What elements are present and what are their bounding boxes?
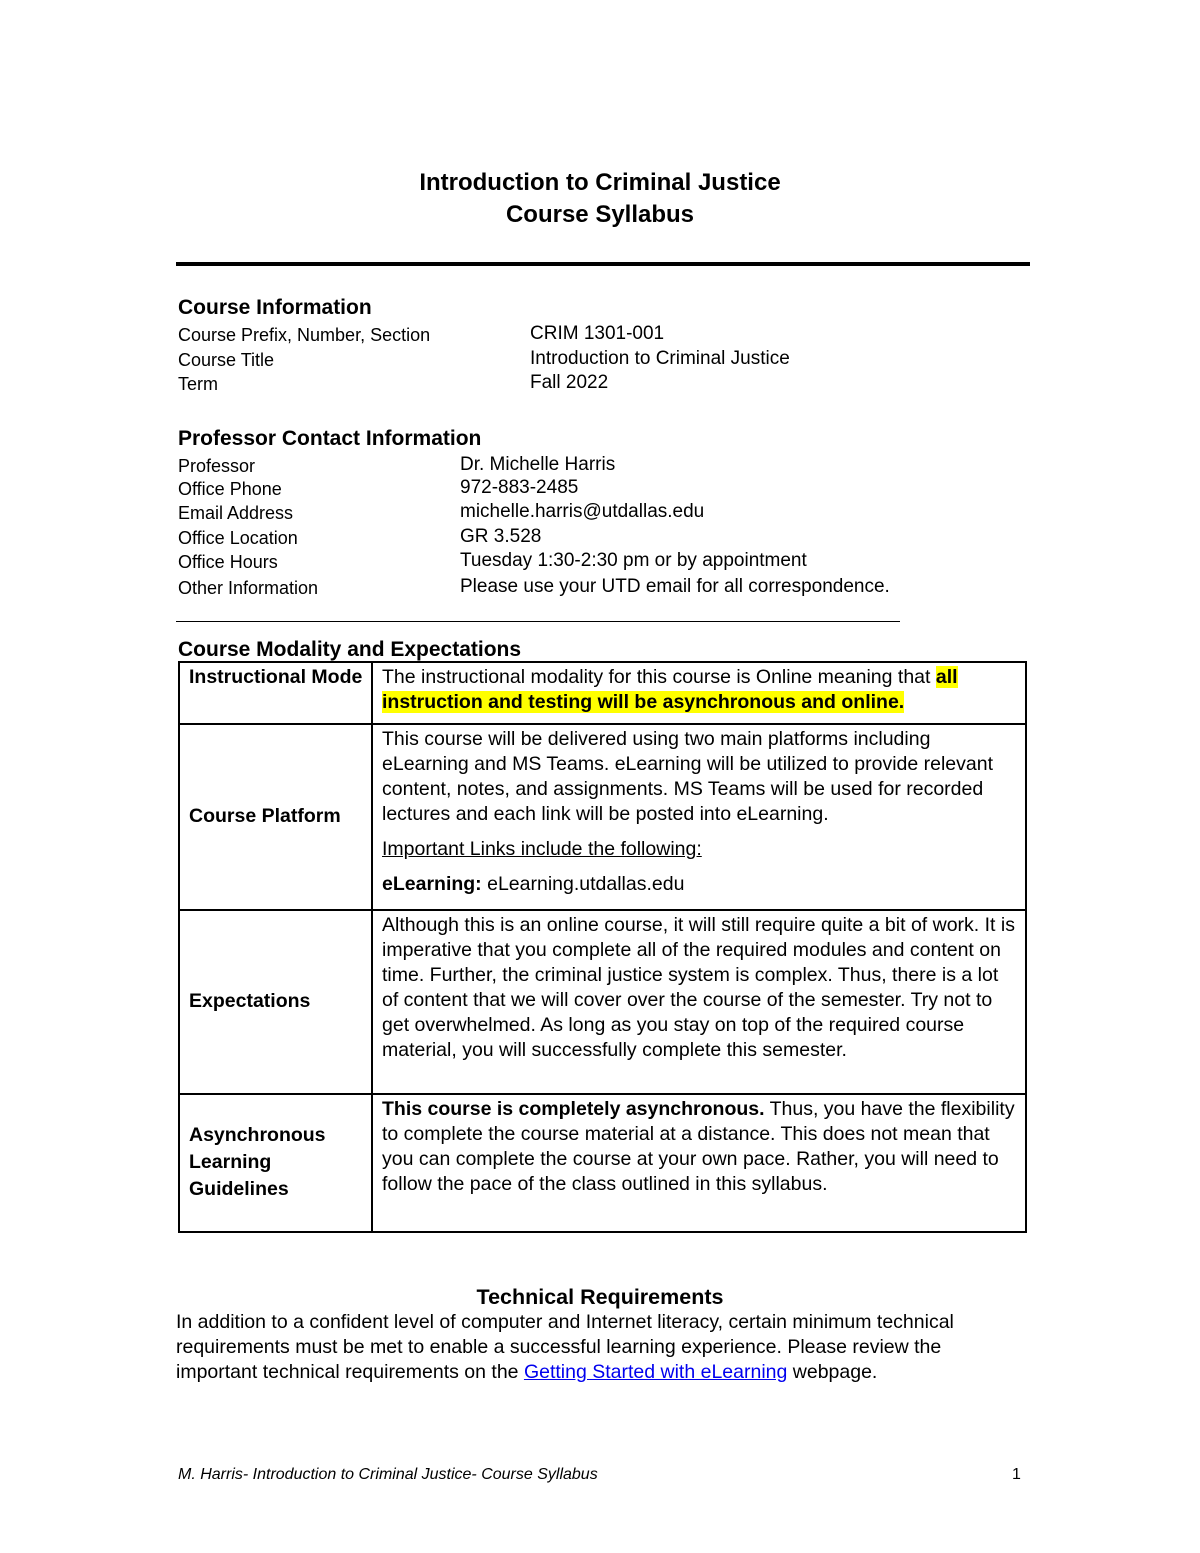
getting-started-link[interactable]: Getting Started with eLearning — [523, 1361, 788, 1383]
elearning-url[interactable]: eLearning.utdallas.edu — [481, 873, 685, 895]
office-location-value: GR 3.528 — [460, 526, 542, 547]
instructional-mode-cell — [372, 662, 1026, 724]
office-location-label: Office Location — [178, 528, 298, 548]
email-value: michelle.harris@utdallas.edu — [460, 501, 705, 522]
email-label: Email Address — [178, 503, 294, 523]
instructional-mode-label: Instructional Mode — [179, 662, 372, 724]
expectations-label: Expectations — [179, 910, 372, 1094]
course-prefix-label: Course Prefix, Number, Section — [178, 325, 431, 345]
course-information-heading: Course Information — [178, 296, 372, 319]
async-guidelines-bold: This course is completely asynchronous. — [382, 1098, 765, 1120]
page-number: 1 — [1012, 1466, 1021, 1483]
contact-divider — [176, 621, 900, 622]
office-hours-label: Office Hours — [178, 552, 278, 572]
technical-text-before: In addition to a confident level of computer and Internet literacy, certain minimum technical requirements must be met to enable a successful learning experience. Please review the important technical requirements on the — [176, 1311, 954, 1383]
other-information-value: Please use your UTD email for all correspondence. — [460, 576, 890, 597]
course-prefix-value: CRIM 1301-001 — [530, 323, 665, 344]
office-phone-label: Office Phone — [178, 479, 282, 499]
professor-contact-heading: Professor Contact Information — [178, 427, 482, 450]
office-hours-value: Tuesday 1:30-2:30 pm or by appointment — [460, 550, 807, 571]
async-guidelines-text: Thus, you have the flexibility to complete the course material at a distance. This does not mean that you can complete the course at your own pace. Rather, you will need to follow the pace of the class outlined in this syllabus. — [382, 1098, 1015, 1195]
other-information-label: Other Information — [178, 578, 319, 598]
modality-table — [178, 661, 1027, 1233]
professor-label: Professor — [178, 456, 256, 476]
elearning-link-line — [382, 872, 1019, 897]
elearning-label: eLearning: — [382, 873, 482, 895]
office-phone-value: 972-883-2485 — [460, 477, 579, 498]
page-footer: M. Harris- Introduction to Criminal Justice- Course Syllabus — [178, 1466, 598, 1483]
table-row — [179, 910, 1026, 1094]
course-platform-label: Course Platform — [179, 724, 372, 910]
document-subtitle: Course Syllabus — [505, 201, 695, 228]
technical-text-after: webpage. — [787, 1361, 878, 1383]
header-divider — [176, 262, 1030, 266]
expectations-text: Although this is an online course, it will still require quite a bit of work. It is imperative that you complete all of the required modules and content on time. Further, the criminal justice system is complex. Thus, there is a lot of content that we will cover over the course of the semester. Try not to get overwhelmed. As long as you stay on top of the required course material, you will successfully complete this semester. — [372, 910, 1026, 1094]
course-title-value: Introduction to Criminal Justice — [530, 348, 790, 369]
table-row — [179, 724, 1026, 910]
technical-requirements-heading: Technical Requirements — [476, 1285, 724, 1309]
async-guidelines-label: Asynchronous Learning Guidelines — [179, 1094, 372, 1232]
term-value: Fall 2022 — [530, 372, 609, 393]
course-platform-cell — [372, 724, 1026, 910]
professor-value: Dr. Michelle Harris — [460, 454, 616, 475]
table-row — [179, 1094, 1026, 1232]
modality-heading: Course Modality and Expectations — [178, 638, 522, 661]
table-row — [179, 662, 1026, 724]
async-guidelines-cell — [372, 1094, 1026, 1232]
technical-requirements-text — [176, 1310, 1026, 1385]
instructional-mode-text: The instructional modality for this course is Online meaning that — [382, 666, 936, 688]
important-links-intro: Important Links include the following: — [382, 838, 702, 860]
instructional-mode-highlight: all instruction and testing will be asynchronous and online. — [382, 666, 958, 713]
course-title-label: Course Title — [178, 350, 275, 370]
course-platform-text: This course will be delivered using two main platforms including eLearning and MS Teams. eLearning will be utilized to provide relevant content, notes, and assignments. MS Teams will be used for recorded lectures and each link will be posted into eLearning. — [382, 728, 994, 825]
term-label: Term — [178, 374, 218, 394]
document-title: Introduction to Criminal Justice — [419, 169, 781, 196]
